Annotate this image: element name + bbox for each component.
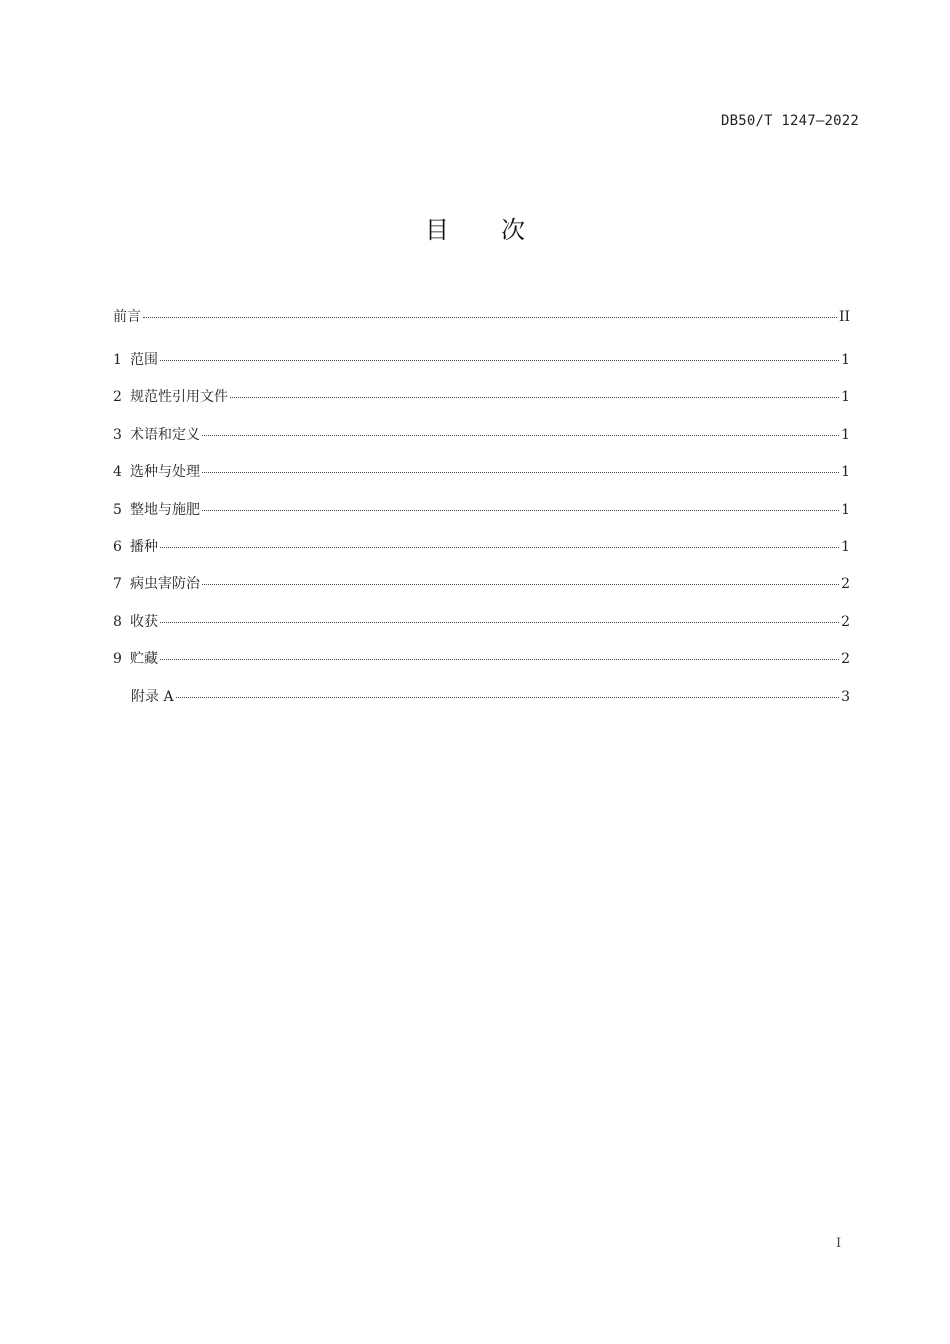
toc-entry-number: 1 bbox=[113, 352, 122, 368]
toc-entry-label: 范围 bbox=[130, 352, 158, 368]
toc-entry-page: 1 bbox=[841, 389, 850, 406]
toc-entry-page: 2 bbox=[841, 651, 850, 668]
toc-dot-leader bbox=[160, 658, 839, 660]
toc-entry-2[interactable] bbox=[113, 384, 850, 421]
toc-entry-label: 选种与处理 bbox=[130, 464, 200, 481]
toc-entry-3[interactable] bbox=[113, 422, 850, 459]
toc-entry-page: 2 bbox=[841, 576, 850, 593]
toc-entry-8[interactable] bbox=[113, 609, 850, 646]
toc-entry-7[interactable] bbox=[113, 571, 850, 608]
toc-entry-page: 1 bbox=[841, 464, 850, 481]
toc-entry-label: 病虫害防治 bbox=[130, 576, 200, 593]
toc-entry-number: 5 bbox=[113, 501, 122, 518]
toc-entry-label: 整地与施肥 bbox=[130, 501, 200, 518]
toc-entry-number: 4 bbox=[113, 464, 122, 481]
toc-dot-leader bbox=[230, 396, 839, 398]
toc-entry-1[interactable] bbox=[113, 347, 850, 384]
toc-entry-number: 7 bbox=[113, 576, 122, 593]
toc-entry-number: 3 bbox=[113, 426, 122, 443]
toc-dot-leader bbox=[143, 316, 837, 318]
toc-entry-label: 收获 bbox=[130, 613, 158, 630]
document-code: DB50/T 1247—2022 bbox=[720, 113, 859, 129]
toc-dot-leader bbox=[160, 546, 839, 548]
toc-entry-label: 规范性引用文件 bbox=[130, 389, 228, 406]
toc-entry-page: 1 bbox=[841, 501, 850, 518]
page-number: I bbox=[836, 1236, 842, 1251]
toc-entry-number: 2 bbox=[113, 389, 122, 406]
toc-entry-5[interactable] bbox=[113, 497, 850, 534]
toc-dot-leader bbox=[160, 359, 839, 361]
toc-dot-leader bbox=[160, 621, 839, 623]
toc-entry-number: 9 bbox=[113, 651, 122, 668]
toc-entry-page: 1 bbox=[841, 352, 850, 368]
toc-entry-4[interactable] bbox=[113, 459, 850, 496]
toc-entry-page: 1 bbox=[841, 538, 850, 555]
toc-entry-number: 6 bbox=[113, 538, 122, 555]
toc-entry-number: 8 bbox=[113, 613, 122, 630]
toc-dot-leader bbox=[176, 696, 840, 698]
toc-entry-page: 2 bbox=[841, 613, 850, 630]
toc-entry-6[interactable] bbox=[113, 534, 850, 571]
toc-dot-leader bbox=[202, 509, 839, 511]
toc-entry-page: II bbox=[838, 309, 850, 325]
toc-entry-foreword[interactable] bbox=[113, 304, 850, 347]
table-of-contents bbox=[113, 304, 850, 721]
toc-entry-label: 贮藏 bbox=[130, 651, 158, 668]
toc-entry-9[interactable] bbox=[113, 646, 850, 683]
toc-entry-appendix-a[interactable] bbox=[113, 684, 850, 721]
toc-entry-label: 播种 bbox=[130, 538, 158, 555]
page-title: 目次 bbox=[425, 216, 577, 244]
toc-dot-leader bbox=[202, 434, 839, 436]
toc-dot-leader bbox=[202, 583, 839, 585]
toc-entry-label: 术语和定义 bbox=[130, 426, 200, 443]
toc-entry-page: 1 bbox=[841, 426, 850, 443]
toc-entry-page: 3 bbox=[841, 688, 850, 705]
toc-entry-label: 前言 bbox=[113, 309, 141, 325]
toc-dot-leader bbox=[202, 471, 839, 473]
toc-entry-label: 附录 A bbox=[131, 688, 174, 705]
